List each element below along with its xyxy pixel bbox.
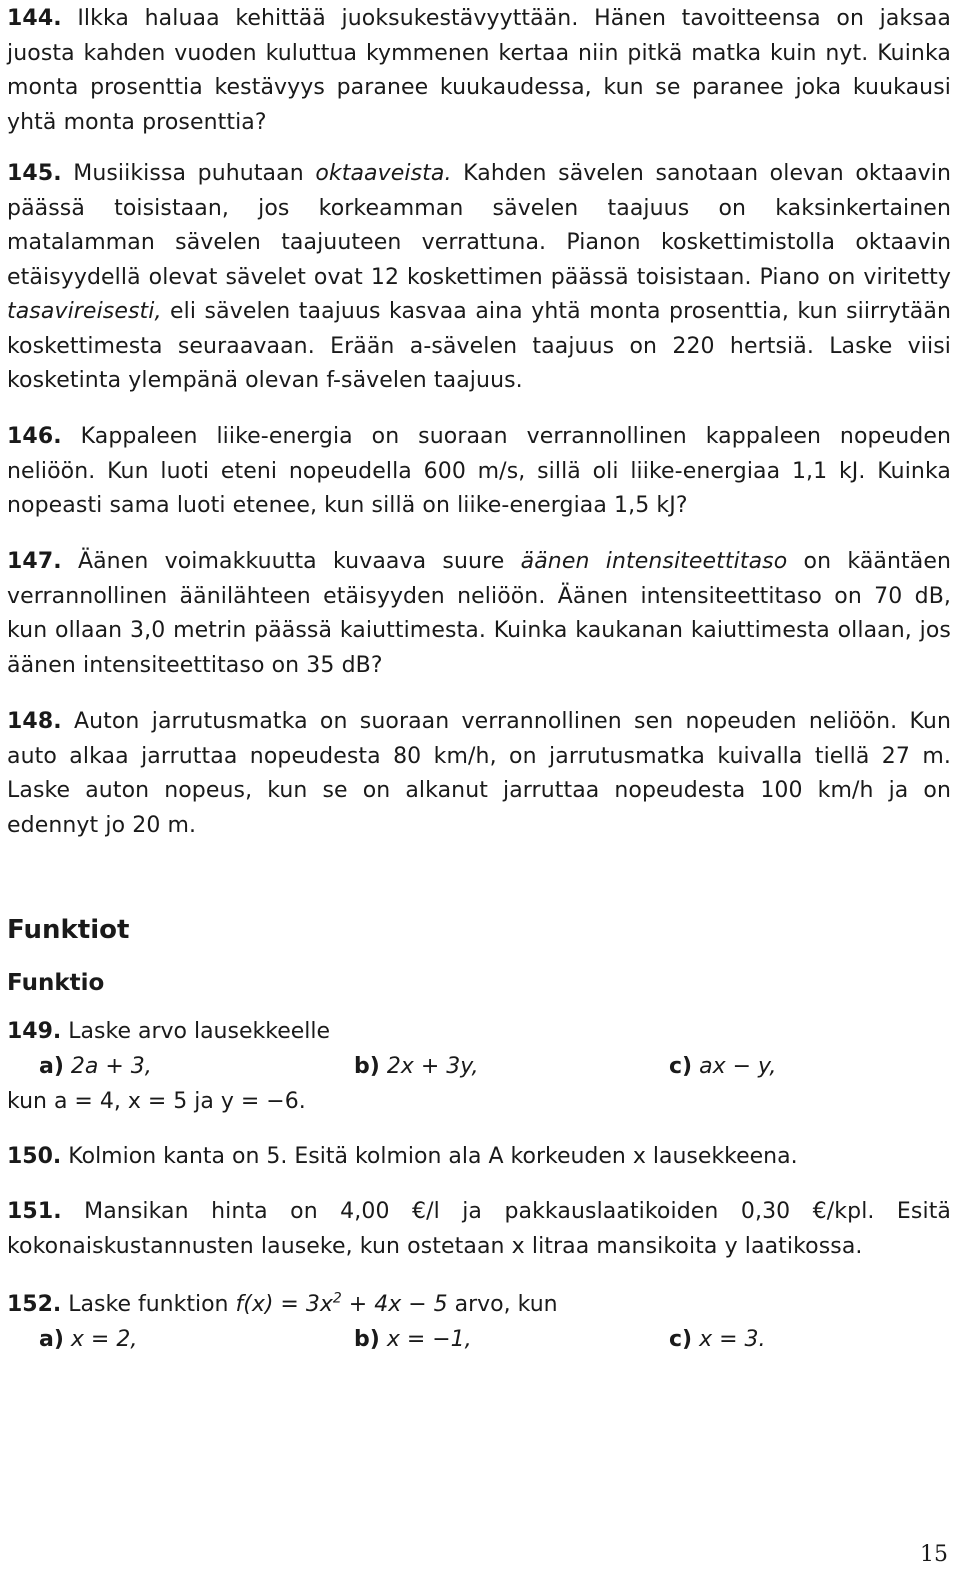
exercise-text: Musiikissa puhutaan xyxy=(73,161,304,186)
exercise-text: Auton jarrutusmatka on suoraan verrannollinen sen nopeuden neliöön. Kun auto alkaa jarruttaa nopeudesta 80 km/h, on jarrutusmatka kuivalla tiellä 27 m. Laske auton nopeus, kun se on alkanut jarruttaa nopeudesta 100 km/h ja on edennyt jo 20 m. xyxy=(7,709,952,838)
exercise-text: Kahden sävelen sanotaan olevan oktaavin päässä toisistaan, jos korkeamman sävelen taajuus on kaksinkertainen matalamman sävelen taajuuteen verrattuna. Pianon koskettimistolla oktaavin etäisyydellä olevat sävelet ovat 12 koskettimen päässä toisistaan. Piano on viritetty xyxy=(7,161,952,290)
exercise-147 xyxy=(7,545,951,683)
exponent: 2 xyxy=(332,1290,342,1307)
math-expression: 2a + 3, xyxy=(70,1054,152,1079)
exercise-number: 145. xyxy=(7,161,62,186)
exercise-number: 149. xyxy=(7,1019,62,1044)
part-b xyxy=(354,1322,472,1357)
exercise-number: 151. xyxy=(7,1199,62,1224)
part-label: b) xyxy=(354,1054,380,1079)
part-label: c) xyxy=(669,1054,693,1079)
section-title: Funktiot xyxy=(7,915,130,945)
emphasized-term: oktaaveista. xyxy=(315,161,452,186)
part-a xyxy=(39,1322,137,1357)
emphasized-term: tasavireisesti, xyxy=(7,299,162,324)
exercise-number: 147. xyxy=(7,549,62,574)
exercise-number: 148. xyxy=(7,709,62,734)
exercise-text: on kääntäen verrannollinen äänilähteen etäisyyden neliöön. Äänen intensiteettitaso on 70 dB, kun ollaan 3,0 metrin päässä kaiuttimesta. Kuinka kaukanan kaiuttimesta ollaan, jos äänen intensiteettitaso on 35 dB? xyxy=(7,549,952,678)
exercise-text: kun a = 4, x = 5 ja y = −6. xyxy=(7,1089,306,1114)
part-b xyxy=(354,1049,479,1084)
exercise-text: Äänen voimakkuutta kuvaava suure xyxy=(77,549,505,574)
page-number: 15 xyxy=(920,1542,948,1567)
part-label: c) xyxy=(669,1327,693,1352)
exercise-number: 146. xyxy=(7,424,62,449)
exercise-text: eli sävelen taajuus kasvaa aina yhtä monta prosenttia, kun siirrytään koskettimesta seuraavaan. Erään a-sävelen taajuus on 220 hertsiä. Laske viisi kosketinta ylempänä olevan f-sävelen taajuus. xyxy=(7,299,952,393)
exercise-number: 144. xyxy=(7,6,62,31)
exercise-149-intro xyxy=(7,1014,951,1049)
exercise-text: Ilkka haluaa kehittää juoksukestävyyttään. Hänen tavoitteensa on jaksaa juosta kahden vuoden kuluttua kymmenen kertaa niin pitkä matka kuin nyt. Kuinka monta prosenttia kestävyys paranee kuukaudessa, kun se paranee joka kuukausi yhtä monta prosenttia? xyxy=(7,6,951,135)
part-label: a) xyxy=(39,1327,64,1352)
exercise-151 xyxy=(7,1195,951,1264)
exercise-text: Kolmion kanta on 5. Esitä kolmion ala A korkeuden x lausekkeena. xyxy=(68,1144,798,1169)
math-expression: x = 2, xyxy=(70,1327,138,1352)
exercise-152-parts xyxy=(7,1322,951,1357)
math-expression: 2x + 3y, xyxy=(386,1054,479,1079)
exercise-148 xyxy=(7,705,951,843)
exercise-145 xyxy=(7,157,951,399)
exercise-number: 152. xyxy=(7,1292,62,1317)
subsection-title: Funktio xyxy=(7,970,105,996)
exercise-146 xyxy=(7,420,951,524)
function-rhs: + 4x − 5 xyxy=(341,1292,448,1317)
math-expression: x = −1, xyxy=(386,1327,472,1352)
exercise-text: Mansikan hinta on 4,00 €/l ja pakkauslaatikoiden 0,30 €/kpl. Esitä kokonaiskustannusten lauseke, kun ostetaan x litraa mansikoita y laatikossa. xyxy=(7,1199,952,1259)
exercise-152-intro xyxy=(7,1287,951,1322)
emphasized-term: äänen intensiteettitaso xyxy=(520,549,788,574)
exercise-text: Laske funktion xyxy=(68,1292,229,1317)
part-a xyxy=(39,1049,152,1084)
function-expression xyxy=(235,1292,447,1317)
part-label: a) xyxy=(39,1054,64,1079)
exercise-text: Kappaleen liike-energia on suoraan verrannollinen kappaleen nopeuden neliöön. Kun luoti eteni nopeudella 600 m/s, sillä oli liike-energiaa 1,1 kJ. Kuinka nopeasti sama luoti etenee, kun sillä on liike-energiaa 1,5 kJ? xyxy=(7,424,951,518)
exercise-number: 150. xyxy=(7,1144,62,1169)
exercise-150 xyxy=(7,1139,951,1174)
math-expression: ax − y, xyxy=(699,1054,777,1079)
exercise-text: arvo, kun xyxy=(454,1292,558,1317)
exercise-144 xyxy=(7,2,951,140)
math-expression: x = 3. xyxy=(699,1327,766,1352)
exercise-149-parts xyxy=(7,1049,951,1084)
exercise-149-condition xyxy=(7,1084,951,1119)
part-c xyxy=(669,1322,766,1357)
exercise-text: Laske arvo lausekkeelle xyxy=(68,1019,331,1044)
function-lhs: f(x) = 3x xyxy=(235,1292,333,1317)
part-c xyxy=(669,1049,776,1084)
part-label: b) xyxy=(354,1327,380,1352)
